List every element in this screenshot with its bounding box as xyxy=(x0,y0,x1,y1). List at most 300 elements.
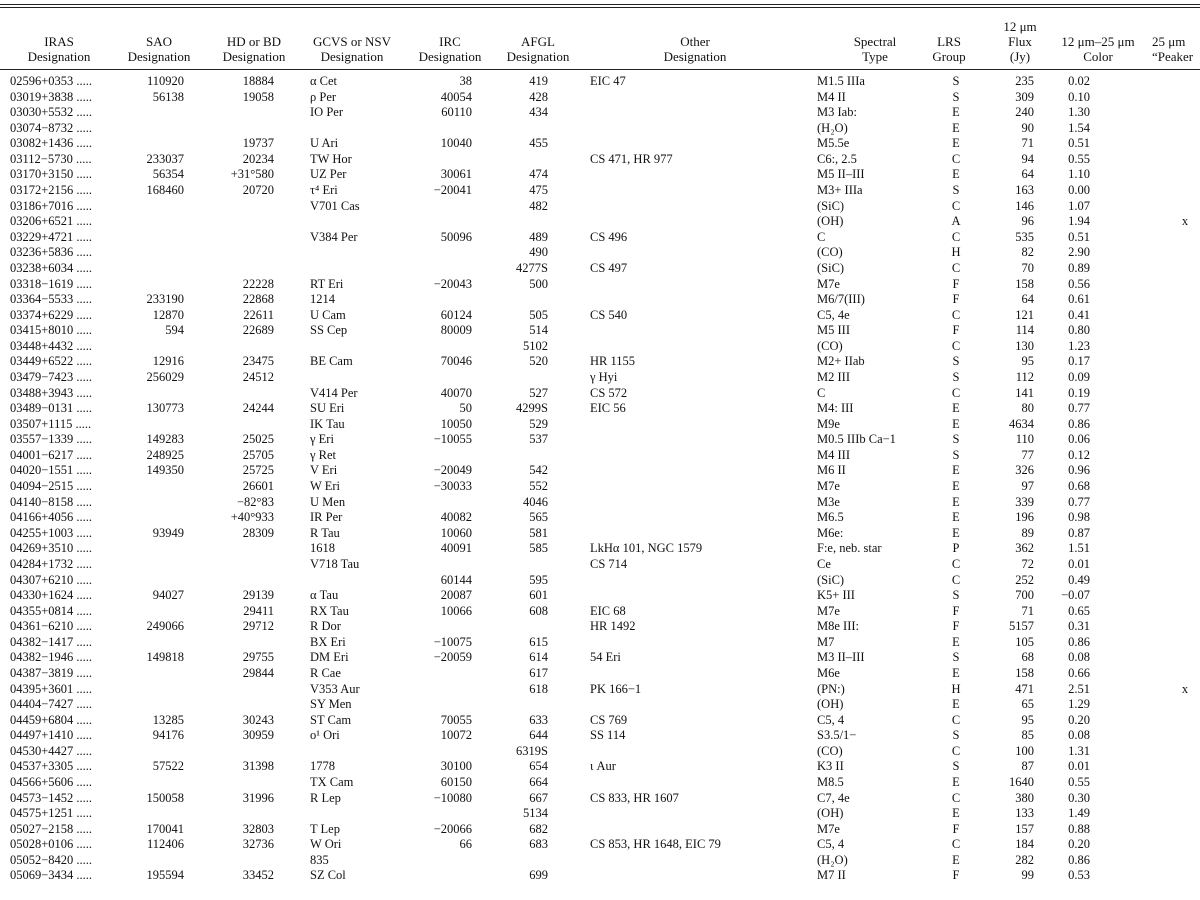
cell-sao: 13285 xyxy=(152,712,184,727)
cell-afgl: 595 xyxy=(529,572,548,587)
cell-irc: −20043 xyxy=(433,276,472,291)
cell-iras: 04404−7427 ..... xyxy=(10,697,93,712)
cell-spectral: M0.5 IIIb Ca−1 xyxy=(817,432,896,447)
cell-sao: 256029 xyxy=(146,369,184,384)
cell-gcvs: UZ Per xyxy=(310,167,347,182)
cell-hd: 22689 xyxy=(242,323,274,338)
cell-iras: 04395+3601 ..... xyxy=(10,681,93,696)
header-gcvs: GCVS or NSV Designation xyxy=(312,34,391,64)
cell-spectral: (OH) xyxy=(817,806,844,821)
table-row xyxy=(0,90,1200,106)
table-row xyxy=(0,417,1200,433)
cell-spectral: M6 II xyxy=(817,463,846,478)
cell-irc: −20049 xyxy=(433,463,472,478)
cell-hd: +40°933 xyxy=(230,510,274,525)
cell-flux: 158 xyxy=(1015,276,1034,291)
cell-afgl: 482 xyxy=(529,198,548,213)
cell-hd: 23475 xyxy=(242,354,274,369)
cell-afgl: 537 xyxy=(529,432,548,447)
cell-lrs: E xyxy=(952,136,960,151)
cell-flux: 95 xyxy=(1021,354,1034,369)
cell-iras: 05052−8420 ..... xyxy=(10,852,93,867)
cell-iras: 04307+6210 ..... xyxy=(10,572,93,587)
cell-sao: 594 xyxy=(165,323,184,338)
cell-gcvs: BE Cam xyxy=(310,354,353,369)
cell-lrs: F xyxy=(952,619,960,634)
cell-spectral: (CO) xyxy=(817,245,843,260)
cell-flux: 471 xyxy=(1015,681,1034,696)
cell-hd: 22611 xyxy=(243,307,274,322)
cell-sao: 233190 xyxy=(146,292,184,307)
cell-hd: 24244 xyxy=(242,401,274,416)
cell-other: CS 496 xyxy=(590,229,628,244)
cell-color: 0.87 xyxy=(1068,525,1090,540)
cell-iras: 03448+4432 ..... xyxy=(10,338,93,353)
cell-color: 0.30 xyxy=(1068,790,1090,805)
cell-irc: 20087 xyxy=(440,588,472,603)
cell-flux: 133 xyxy=(1015,806,1034,821)
cell-flux: 112 xyxy=(1015,369,1034,384)
table-row xyxy=(0,697,1200,713)
cell-afgl: 585 xyxy=(529,541,548,556)
cell-other: LkHα 101, NGC 1579 xyxy=(590,541,703,556)
cell-color: 0.61 xyxy=(1068,292,1090,307)
cell-flux: 65 xyxy=(1021,697,1034,712)
cell-gcvs: 1214 xyxy=(310,292,335,307)
cell-color: 0.86 xyxy=(1068,634,1090,649)
cell-sao: 233037 xyxy=(146,151,184,166)
cell-spectral: M6e xyxy=(817,665,840,680)
cell-lrs: C xyxy=(951,743,961,758)
cell-lrs: P xyxy=(952,541,960,556)
cell-afgl: 614 xyxy=(529,650,548,665)
cell-color: 0.88 xyxy=(1068,821,1090,836)
cell-iras: 04575+1251 ..... xyxy=(10,806,93,821)
cell-flux: 121 xyxy=(1015,307,1034,322)
cell-afgl: 615 xyxy=(529,634,548,649)
cell-iras: 03557−1339 ..... xyxy=(10,432,93,447)
cell-lrs: C xyxy=(951,260,961,275)
cell-spectral: S3.5/1− xyxy=(817,728,857,743)
cell-color: 0.53 xyxy=(1068,868,1090,883)
cell-flux: 163 xyxy=(1015,183,1034,198)
cell-afgl: 682 xyxy=(529,821,548,836)
table-row xyxy=(0,121,1200,137)
cell-spectral: C7, 4e xyxy=(817,790,850,805)
cell-afgl: 683 xyxy=(529,837,548,852)
cell-irc: 10060 xyxy=(440,525,472,540)
cell-color: 1.31 xyxy=(1068,743,1090,758)
cell-irc: −10055 xyxy=(433,432,472,447)
cell-hd: 29139 xyxy=(242,588,274,603)
cell-irc: 40082 xyxy=(440,510,472,525)
cell-color: 1.49 xyxy=(1068,806,1090,821)
cell-afgl: 699 xyxy=(529,868,548,883)
cell-flux: 380 xyxy=(1015,790,1034,805)
table-row xyxy=(0,759,1200,775)
cell-flux: 309 xyxy=(1015,89,1034,104)
cell-iras: 04361−6210 ..... xyxy=(10,619,93,634)
header-hd: HD or BD Designation xyxy=(222,34,286,64)
cell-spectral: C5, 4e xyxy=(817,307,850,322)
cell-other: EIC 68 xyxy=(590,603,626,618)
cell-flux: 99 xyxy=(1021,868,1034,883)
cell-lrs: C xyxy=(951,151,961,166)
cell-iras: 03082+1436 ..... xyxy=(10,136,93,151)
cell-irc: 60144 xyxy=(440,572,472,587)
table-row xyxy=(0,635,1200,651)
table-row xyxy=(0,573,1200,589)
cell-iras: 04382−1417 ..... xyxy=(10,634,93,649)
cell-gcvs: o¹ Ori xyxy=(310,728,340,743)
cell-gcvs: 1778 xyxy=(310,759,335,774)
cell-irc: 30061 xyxy=(440,167,472,182)
cell-spectral: M4 III xyxy=(817,447,850,462)
cell-flux: 184 xyxy=(1015,837,1034,852)
cell-spectral: M8.5 xyxy=(817,775,844,790)
cell-spectral: M6/7(III) xyxy=(817,292,865,307)
cell-gcvs: TX Cam xyxy=(310,775,354,790)
cell-afgl: 618 xyxy=(529,681,548,696)
cell-hd: 26601 xyxy=(242,479,274,494)
cell-color: 0.66 xyxy=(1068,665,1090,680)
cell-spectral: C xyxy=(817,229,826,244)
table-row xyxy=(0,448,1200,464)
cell-lrs: S xyxy=(952,759,960,774)
cell-spectral: (SiC) xyxy=(817,198,845,213)
table-body xyxy=(0,74,1200,884)
table-row xyxy=(0,386,1200,402)
cell-iras: 03374+6229 ..... xyxy=(10,307,93,322)
cell-sao: 149350 xyxy=(146,463,184,478)
cell-flux: 70 xyxy=(1021,260,1034,275)
cell-gcvs: γ Ret xyxy=(310,447,337,462)
cell-sao: 195594 xyxy=(146,868,184,883)
cell-lrs: E xyxy=(952,510,960,525)
cell-afgl: 4277S xyxy=(516,260,548,275)
table-row xyxy=(0,401,1200,417)
cell-spectral: (SiC) xyxy=(817,260,845,275)
cell-flux: 196 xyxy=(1015,510,1034,525)
cell-iras: 04166+4056 ..... xyxy=(10,510,93,525)
cell-lrs: A xyxy=(951,214,961,229)
cell-color: 0.49 xyxy=(1068,572,1090,587)
cell-spectral: C6:, 2.5 xyxy=(817,151,857,166)
cell-lrs: C xyxy=(951,229,961,244)
cell-flux: 252 xyxy=(1015,572,1034,587)
cell-irc: −20066 xyxy=(433,821,472,836)
cell-flux: 89 xyxy=(1021,525,1034,540)
table-row xyxy=(0,463,1200,479)
cell-iras: 03186+7016 ..... xyxy=(10,198,93,213)
cell-spectral: M3+ IIIa xyxy=(817,183,863,198)
cell-lrs: F xyxy=(952,323,960,338)
cell-afgl: 608 xyxy=(529,603,548,618)
cell-lrs: S xyxy=(952,432,960,447)
cell-irc: 60124 xyxy=(440,307,472,322)
cell-afgl: 419 xyxy=(529,74,548,88)
cell-other: SS 114 xyxy=(590,728,626,743)
cell-flux: 146 xyxy=(1015,198,1034,213)
cell-color: 0.68 xyxy=(1068,479,1090,494)
cell-flux: 64 xyxy=(1021,167,1034,182)
cell-spectral: C5, 4 xyxy=(817,837,845,852)
cell-lrs: E xyxy=(952,697,960,712)
cell-other: EIC 56 xyxy=(590,401,626,416)
table-row xyxy=(0,868,1200,884)
cell-lrs: S xyxy=(952,89,960,104)
cell-flux: 71 xyxy=(1021,603,1034,618)
table-row xyxy=(0,557,1200,573)
cell-hd: 32803 xyxy=(242,821,274,836)
header-iras: IRAS Designation xyxy=(27,34,91,64)
cell-spectral: M9e xyxy=(817,416,840,431)
cell-lrs: S xyxy=(952,728,960,743)
top-rule-double xyxy=(0,7,1200,8)
cell-afgl: 654 xyxy=(529,759,548,774)
table-row xyxy=(0,339,1200,355)
cell-color: 0.00 xyxy=(1068,183,1090,198)
cell-gcvs: BX Eri xyxy=(310,634,346,649)
cell-hd: 31398 xyxy=(242,759,274,774)
cell-lrs: E xyxy=(952,105,960,120)
cell-hd: 24512 xyxy=(242,369,274,384)
cell-flux: 1640 xyxy=(1009,775,1034,790)
cell-gcvs: RX Tau xyxy=(310,603,349,618)
cell-flux: 339 xyxy=(1015,494,1034,509)
cell-afgl: 434 xyxy=(529,105,548,120)
cell-color: 0.51 xyxy=(1068,229,1090,244)
cell-spectral: M8e III: xyxy=(817,619,859,634)
cell-iras: 05069−3434 ..... xyxy=(10,868,93,883)
table-row xyxy=(0,604,1200,620)
cell-afgl: 428 xyxy=(529,89,548,104)
table-row xyxy=(0,370,1200,386)
cell-hd: 22228 xyxy=(242,276,274,291)
cell-sao: 12870 xyxy=(152,307,184,322)
cell-afgl: 529 xyxy=(529,416,548,431)
cell-sao: 94027 xyxy=(152,588,184,603)
header-flux: 12 μm Flux (Jy) xyxy=(1003,19,1037,64)
cell-lrs: S xyxy=(952,354,960,369)
cell-gcvs: V414 Per xyxy=(310,385,358,400)
cell-lrs: E xyxy=(952,665,960,680)
table-row xyxy=(0,214,1200,230)
cell-irc: 66 xyxy=(459,837,472,852)
table-row xyxy=(0,744,1200,760)
cell-lrs: E xyxy=(952,479,960,494)
cell-flux: 114 xyxy=(1015,323,1034,338)
cell-spectral: M7e xyxy=(817,276,840,291)
cell-iras: 03170+3150 ..... xyxy=(10,167,93,182)
cell-color: 1.29 xyxy=(1068,697,1090,712)
cell-gcvs: W Ori xyxy=(310,837,342,852)
cell-iras: 03489−0131 ..... xyxy=(10,401,93,416)
cell-spectral: (SiC) xyxy=(817,572,845,587)
cell-irc: 30100 xyxy=(440,759,472,774)
cell-spectral: M4 II xyxy=(817,89,846,104)
cell-afgl: 664 xyxy=(529,775,548,790)
cell-lrs: E xyxy=(952,852,960,867)
cell-lrs: F xyxy=(952,868,960,883)
cell-iras: 03488+3943 ..... xyxy=(10,385,93,400)
cell-irc: 10066 xyxy=(440,603,472,618)
table-row xyxy=(0,245,1200,261)
cell-color: 0.98 xyxy=(1068,510,1090,525)
cell-color: 0.06 xyxy=(1068,432,1090,447)
top-rule xyxy=(0,4,1200,5)
cell-gcvs: V701 Cas xyxy=(310,198,360,213)
cell-flux: 68 xyxy=(1021,650,1034,665)
table-row xyxy=(0,588,1200,604)
table-row xyxy=(0,713,1200,729)
table-row xyxy=(0,152,1200,168)
cell-irc: 50 xyxy=(459,401,472,416)
cell-iras: 04140−8158 ..... xyxy=(10,494,93,509)
cell-flux: 535 xyxy=(1015,229,1034,244)
cell-iras: 03019+3838 ..... xyxy=(10,89,93,104)
cell-color: 0.20 xyxy=(1068,837,1090,852)
cell-gcvs: ST Cam xyxy=(310,712,352,727)
cell-peaker: x xyxy=(1181,214,1189,229)
cell-iras: 04020−1551 ..... xyxy=(10,463,93,478)
cell-iras: 04355+0814 ..... xyxy=(10,603,93,618)
cell-lrs: E xyxy=(952,167,960,182)
cell-flux: 90 xyxy=(1021,120,1034,135)
cell-gcvs: V Eri xyxy=(310,463,338,478)
cell-spectral: K3 II xyxy=(817,759,844,774)
cell-irc: −20041 xyxy=(433,183,472,198)
cell-hd: 33452 xyxy=(242,868,274,883)
table-row xyxy=(0,495,1200,511)
cell-afgl: 565 xyxy=(529,510,548,525)
cell-gcvs: R Cae xyxy=(310,665,341,680)
cell-color: 0.55 xyxy=(1068,151,1090,166)
cell-afgl: 5102 xyxy=(523,338,548,353)
table-row xyxy=(0,167,1200,183)
cell-color: 0.31 xyxy=(1068,619,1090,634)
cell-lrs: C xyxy=(951,837,961,852)
cell-hd: 30959 xyxy=(242,728,274,743)
cell-gcvs: 835 xyxy=(310,852,329,867)
cell-spectral: (CO) xyxy=(817,743,843,758)
cell-other: CS 572 xyxy=(590,385,628,400)
cell-gcvs: V384 Per xyxy=(310,229,358,244)
cell-irc: 80009 xyxy=(440,323,472,338)
cell-flux: 5157 xyxy=(1009,619,1034,634)
cell-lrs: F xyxy=(952,276,960,291)
table-row xyxy=(0,354,1200,370)
cell-iras: 03415+8010 ..... xyxy=(10,323,93,338)
table-row xyxy=(0,526,1200,542)
cell-flux: 235 xyxy=(1015,74,1034,88)
cell-flux: 282 xyxy=(1015,852,1034,867)
cell-flux: 87 xyxy=(1021,759,1034,774)
cell-flux: 157 xyxy=(1015,821,1034,836)
cell-flux: 4634 xyxy=(1009,416,1034,431)
cell-sao: 130773 xyxy=(146,401,184,416)
cell-flux: 94 xyxy=(1021,151,1034,166)
cell-gcvs: SZ Col xyxy=(310,868,346,883)
cell-color: 0.77 xyxy=(1068,401,1090,416)
cell-lrs: C xyxy=(951,712,961,727)
cell-hd: 32736 xyxy=(242,837,274,852)
cell-afgl: 552 xyxy=(529,479,548,494)
cell-iras: 04269+3510 ..... xyxy=(10,541,93,556)
cell-hd: 29411 xyxy=(243,603,274,618)
cell-sao: 150058 xyxy=(146,790,184,805)
cell-color: 0.08 xyxy=(1068,728,1090,743)
cell-sao: 56138 xyxy=(152,89,184,104)
cell-hd: 20720 xyxy=(242,183,274,198)
cell-iras: 03318−1619 ..... xyxy=(10,276,93,291)
cell-lrs: S xyxy=(952,650,960,665)
cell-spectral: M1.5 IIIa xyxy=(817,74,865,88)
cell-spectral: M2+ IIab xyxy=(817,354,865,369)
table-row xyxy=(0,74,1200,90)
cell-iras: 03449+6522 ..... xyxy=(10,354,93,369)
cell-afgl: 6319S xyxy=(516,743,548,758)
cell-flux: 96 xyxy=(1021,214,1034,229)
cell-iras: 05028+0106 ..... xyxy=(10,837,93,852)
cell-spectral: M2 III xyxy=(817,369,850,384)
cell-gcvs: α Cet xyxy=(310,74,338,88)
cell-sao: 56354 xyxy=(152,167,184,182)
cell-color: 0.96 xyxy=(1068,463,1090,478)
cell-spectral: C xyxy=(817,385,826,400)
header-irc: IRC Designation xyxy=(418,34,482,64)
cell-afgl: 633 xyxy=(529,712,548,727)
table-row xyxy=(0,136,1200,152)
cell-flux: 95 xyxy=(1021,712,1034,727)
cell-afgl: 475 xyxy=(529,183,548,198)
cell-hd: 29844 xyxy=(242,665,274,680)
header-spectral-type: Spectral Type xyxy=(853,34,897,64)
header-lrs: LRS Group xyxy=(932,34,966,64)
header-afgl: AFGL Designation xyxy=(506,34,570,64)
cell-color: 0.41 xyxy=(1068,307,1090,322)
header-peaker: 25 μm “Peaker xyxy=(1152,34,1194,64)
cell-lrs: F xyxy=(952,821,960,836)
cell-gcvs: τ⁴ Eri xyxy=(310,183,338,198)
cell-color: 0.51 xyxy=(1068,136,1090,151)
cell-afgl: 489 xyxy=(529,229,548,244)
cell-irc: −30033 xyxy=(433,479,472,494)
cell-irc: 38 xyxy=(459,74,472,88)
cell-hd: 30243 xyxy=(242,712,274,727)
cell-flux: 82 xyxy=(1021,245,1034,260)
cell-color: 0.02 xyxy=(1068,74,1090,88)
cell-afgl: 500 xyxy=(529,276,548,291)
cell-lrs: S xyxy=(952,183,960,198)
cell-irc: 60110 xyxy=(441,105,472,120)
cell-hd: 31996 xyxy=(242,790,274,805)
cell-irc: 10040 xyxy=(440,136,472,151)
cell-color: 0.19 xyxy=(1068,385,1090,400)
cell-lrs: E xyxy=(952,120,960,135)
table-row xyxy=(0,183,1200,199)
table-row xyxy=(0,261,1200,277)
cell-iras: 04330+1624 ..... xyxy=(10,588,93,603)
cell-sao: 93949 xyxy=(152,525,184,540)
cell-iras: 04537+3305 ..... xyxy=(10,759,93,774)
table-row xyxy=(0,432,1200,448)
table-header xyxy=(0,10,1200,68)
header-color: 12 μm–25 μm Color xyxy=(1061,34,1135,64)
cell-gcvs: IK Tau xyxy=(310,416,345,431)
cell-iras: 03206+6521 ..... xyxy=(10,214,93,229)
cell-spectral: M3 Iab: xyxy=(817,105,857,120)
